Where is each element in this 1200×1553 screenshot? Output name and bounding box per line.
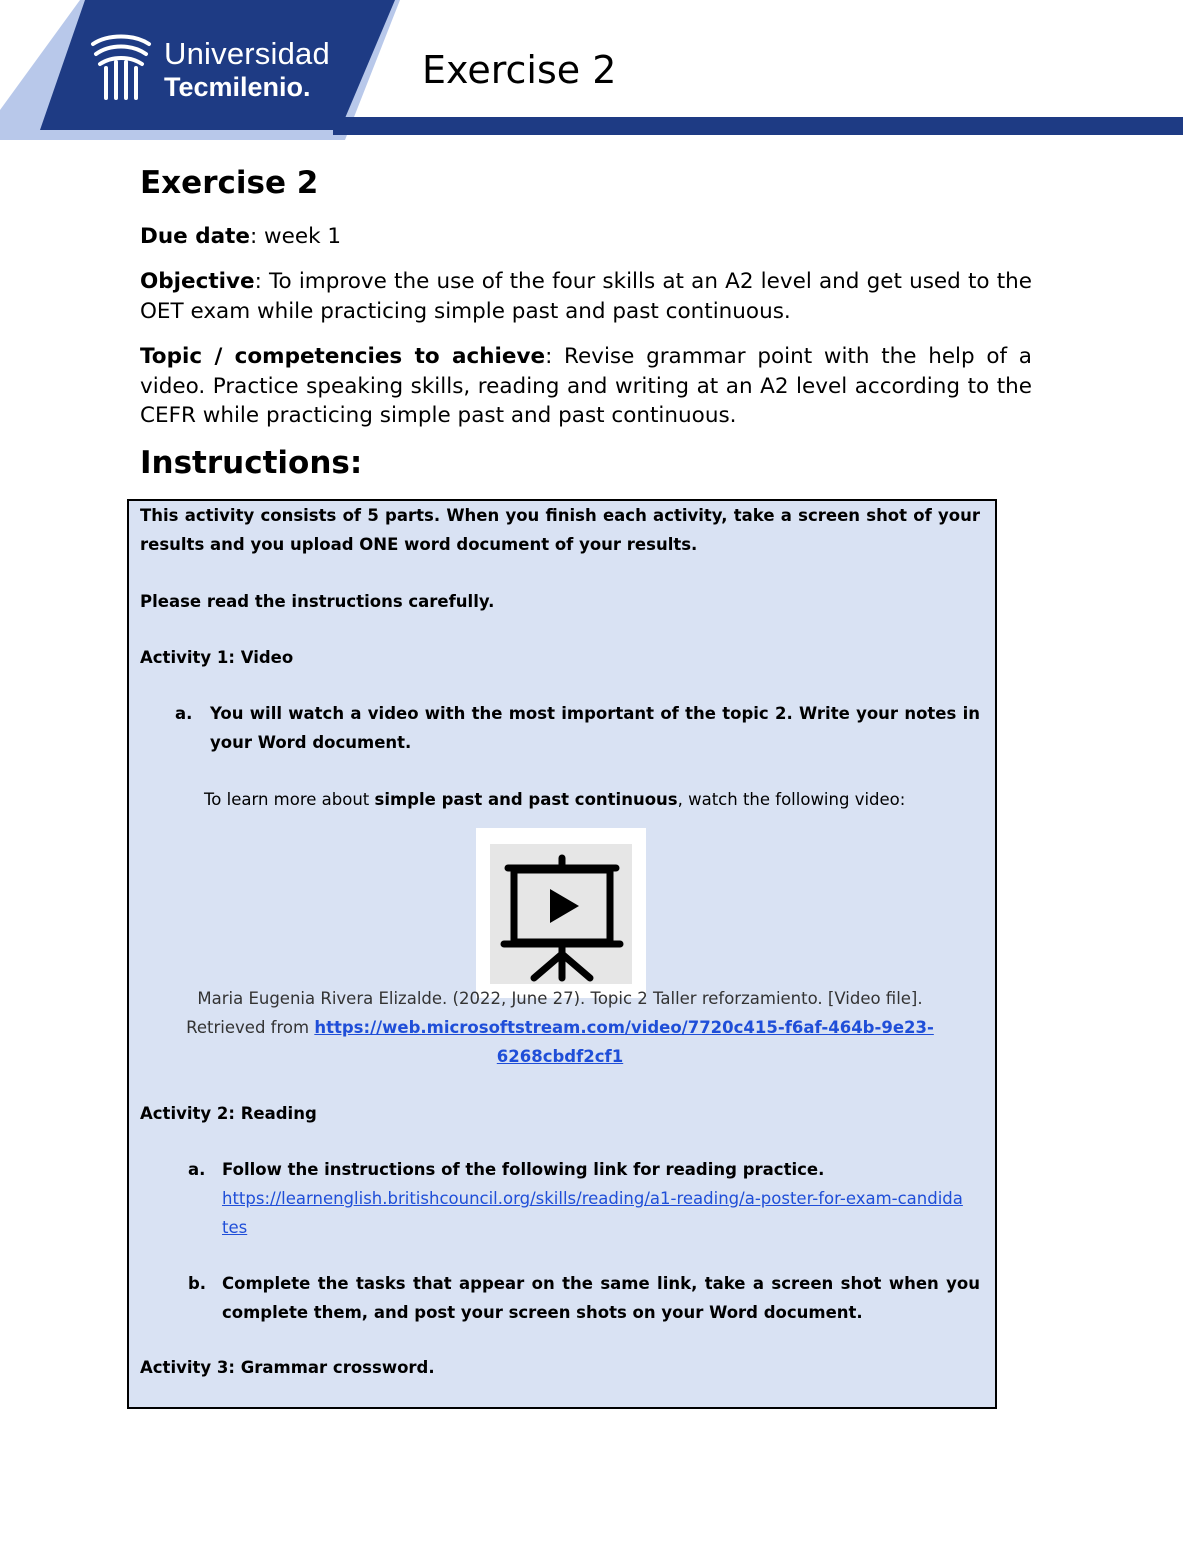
topic-label: Topic / competencies to achieve	[140, 344, 546, 369]
activity1-item-a-marker: a.	[175, 704, 193, 723]
topic-paragraph	[140, 342, 1032, 431]
video-thumbnail-inner	[490, 844, 632, 984]
due-date-line	[140, 222, 1032, 252]
activity2-item-b-text: Complete the tasks that appear on the same link, take a screen shot when you complete them, and post your screen shots on your Word document.	[222, 1274, 980, 1322]
activity1-item-a-text: You will watch a video with the most important of the topic 2. Write your notes in your Word document.	[210, 704, 980, 752]
due-date-label: Due date	[140, 224, 250, 249]
logo-university-text: Universidad	[164, 36, 330, 71]
video-intro-post: , watch the following video:	[677, 790, 906, 809]
video-link[interactable]: https://web.microsoftstream.com/video/7720c415-f6af-464b-9e23-6268cbdf2cf1	[314, 1018, 934, 1066]
presentation-play-icon	[490, 844, 632, 984]
activity2-heading: Activity 2: Reading	[140, 1104, 317, 1123]
instructions-heading: Instructions:	[140, 445, 363, 481]
video-intro-topic: simple past and past continuous	[374, 790, 678, 809]
activity2-item-a-marker: a.	[188, 1160, 206, 1179]
activity1-heading: Activity 1: Video	[140, 648, 294, 667]
objective-paragraph	[140, 267, 1032, 326]
reading-practice-link[interactable]: https://learnenglish.britishcouncil.org/skills/reading/a1-reading/a-poster-for-exam-candidates	[222, 1189, 963, 1237]
objective-label: Objective	[140, 269, 255, 294]
logo-brand-text: Tecmilenio.	[164, 72, 311, 102]
intro-text: This activity consists of 5 parts. When you finish each activity, take a screen shot of your results and you upload ONE word document of your results.	[140, 506, 980, 554]
video-thumbnail[interactable]	[476, 828, 646, 998]
video-intro-pre: To learn more about	[204, 790, 375, 809]
due-date-value: : week 1	[249, 224, 342, 249]
header-rule	[333, 117, 1183, 135]
activity2-item-b-marker: b.	[188, 1274, 207, 1293]
video-citation: Maria Eugenia Rivera Elizalde. (2022, June 27). Topic 2 Taller reforzamiento. [Video file].	[197, 989, 923, 1008]
video-retrieved-line	[180, 1014, 940, 1071]
activity3-heading: Activity 3: Grammar crossword.	[140, 1358, 435, 1377]
activity2-link-line	[222, 1185, 967, 1242]
activity2-item-a-text: Follow the instructions of the following link for reading practice.	[222, 1160, 825, 1179]
header-title: Exercise 2	[422, 48, 617, 92]
topic-text: : Revise grammar point with the help of a video. Practice speaking skills, reading and writing at an A2 level according to the CEFR while practicing simple past and past continuous.	[140, 344, 1032, 428]
read-carefully-text: Please read the instructions carefully.	[140, 592, 495, 611]
video-intro-line	[204, 786, 964, 815]
objective-text: : To improve the use of the four skills at an A2 level and get used to the OET exam while practicing simple past and past continuous.	[140, 269, 1032, 324]
retrieved-from-label: Retrieved from	[186, 1018, 315, 1037]
tecmilenio-logo-icon	[88, 32, 154, 100]
document-title: Exercise 2	[140, 165, 319, 201]
